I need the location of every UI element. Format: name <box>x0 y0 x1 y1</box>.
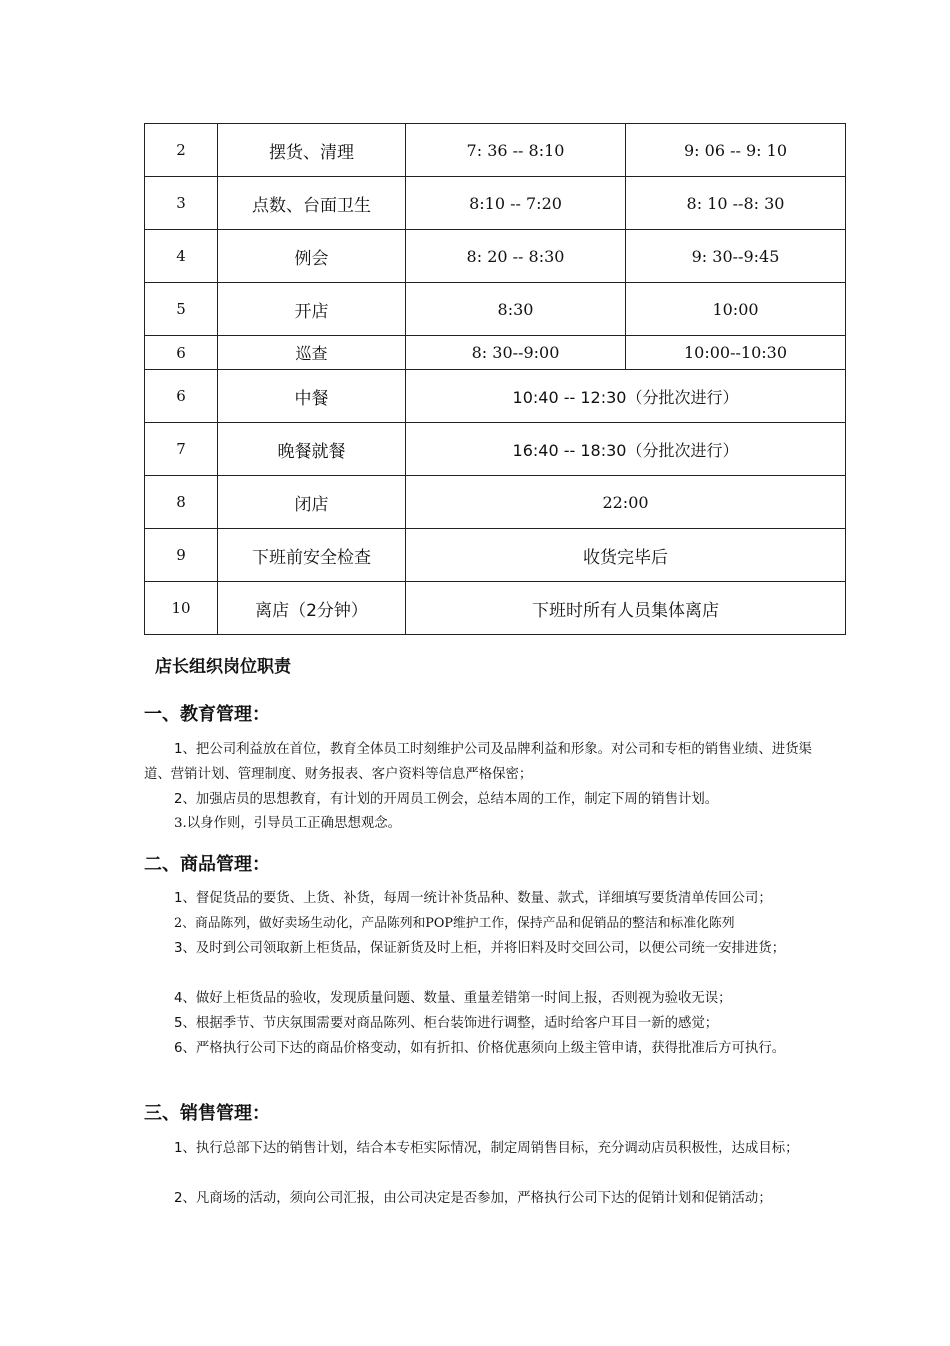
row-number: 5 <box>145 283 218 336</box>
section-heading: 三、销售管理： <box>144 1103 270 1124</box>
paragraph: 3、及时到公司领取新上柜货品，保证新货及时上柜，并将旧料及时交回公司，以便公司统一安排进货； <box>174 941 786 956</box>
row-time-b: 9: 30--9:45 <box>626 230 846 283</box>
row-item: 中餐 <box>218 370 406 423</box>
table-row <box>145 124 846 177</box>
row-time-a: 8: 20 -- 8:30 <box>406 230 626 283</box>
row-item: 点数、台面卫生 <box>218 177 406 230</box>
section-heading: 一、教育管理： <box>144 704 270 725</box>
paragraph: 4、做好上柜货品的验收，发现质量问题、数量、重量差错第一时间上报，否则视为验收无误； <box>174 991 732 1006</box>
row-time-a: 8: 30--9:00 <box>406 336 626 370</box>
row-time: 10:40 -- 12:30（分批次进行） <box>406 370 846 423</box>
table-row <box>145 370 846 423</box>
paragraph: 2、加强店员的思想教育，有计划的开周员工例会，总结本周的工作，制定下周的销售计划。 <box>174 792 719 807</box>
row-item: 开店 <box>218 283 406 336</box>
doc-title: 店长组织岗位职责 <box>155 657 291 677</box>
row-number: 7 <box>145 423 218 476</box>
row-number: 3 <box>145 177 218 230</box>
row-number: 6 <box>145 336 218 370</box>
row-time: 22:00 <box>406 476 846 529</box>
row-number: 4 <box>145 230 218 283</box>
row-item: 例会 <box>218 230 406 283</box>
row-number: 9 <box>145 529 218 582</box>
row-item: 离店（2分钟） <box>218 582 406 635</box>
table-row <box>145 582 846 635</box>
paragraph: 1、把公司利益放在首位，教育全体员工时刻维护公司及品牌利益和形象。对公司和专柜的销售业绩、进货渠道、营销计划、管理制度、财务报表、客户资料等信息严格保密； <box>144 742 812 782</box>
row-number: 8 <box>145 476 218 529</box>
row-time-b: 10:00 <box>626 283 846 336</box>
table-row <box>145 423 846 476</box>
row-item: 摆货、清理 <box>218 124 406 177</box>
row-time-b: 8: 10 --8: 30 <box>626 177 846 230</box>
row-time: 16:40 -- 18:30（分批次进行） <box>406 423 846 476</box>
table-row <box>145 230 846 283</box>
paragraph: 3.以身作则，引导员工正确思想观念。 <box>174 816 402 831</box>
row-item: 下班前安全检查 <box>218 529 406 582</box>
row-time-b: 9: 06 -- 9: 10 <box>626 124 846 177</box>
row-time-b: 10:00--10:30 <box>626 336 846 370</box>
paragraph: 5、根据季节、节庆氛围需要对商品陈列、柜台装饰进行调整，适时给客户耳目一新的感觉； <box>174 1016 719 1031</box>
row-item: 晚餐就餐 <box>218 423 406 476</box>
row-item: 闭店 <box>218 476 406 529</box>
row-time: 下班时所有人员集体离店 <box>406 582 846 635</box>
table-row <box>145 283 846 336</box>
table-row <box>145 177 846 230</box>
paragraph: 2、凡商场的活动，须向公司汇报，由公司决定是否参加，严格执行公司下达的促销计划和促销活动； <box>174 1191 772 1206</box>
row-item: 巡查 <box>218 336 406 370</box>
paragraph: 2、商品陈列，做好卖场生动化，产品陈列和POP维护工作，保持产品和促销品的整洁和标准化陈列 <box>174 916 735 931</box>
row-time-a: 7: 36 -- 8:10 <box>406 124 626 177</box>
row-number: 10 <box>145 582 218 635</box>
row-number: 6 <box>145 370 218 423</box>
schedule-table <box>144 123 846 635</box>
section-heading: 二、商品管理： <box>144 854 270 875</box>
row-time-a: 8:30 <box>406 283 626 336</box>
table-row <box>145 336 846 370</box>
paragraph: 6、严格执行公司下达的商品价格变动，如有折扣、价格优惠须向上级主管申请，获得批准后方可执行。 <box>174 1041 786 1056</box>
row-time: 收货完毕后 <box>406 529 846 582</box>
paragraph: 1、执行总部下达的销售计划，结合本专柜实际情况，制定周销售目标，充分调动店员积极性，达成目标； <box>174 1141 799 1156</box>
table-row <box>145 529 846 582</box>
table-row <box>145 476 846 529</box>
paragraph: 1、督促货品的要货、上货、补货，每周一统计补货品种、数量、款式，详细填写要货清单传回公司； <box>174 891 772 906</box>
row-time-a: 8:10 -- 7:20 <box>406 177 626 230</box>
row-number: 2 <box>145 124 218 177</box>
